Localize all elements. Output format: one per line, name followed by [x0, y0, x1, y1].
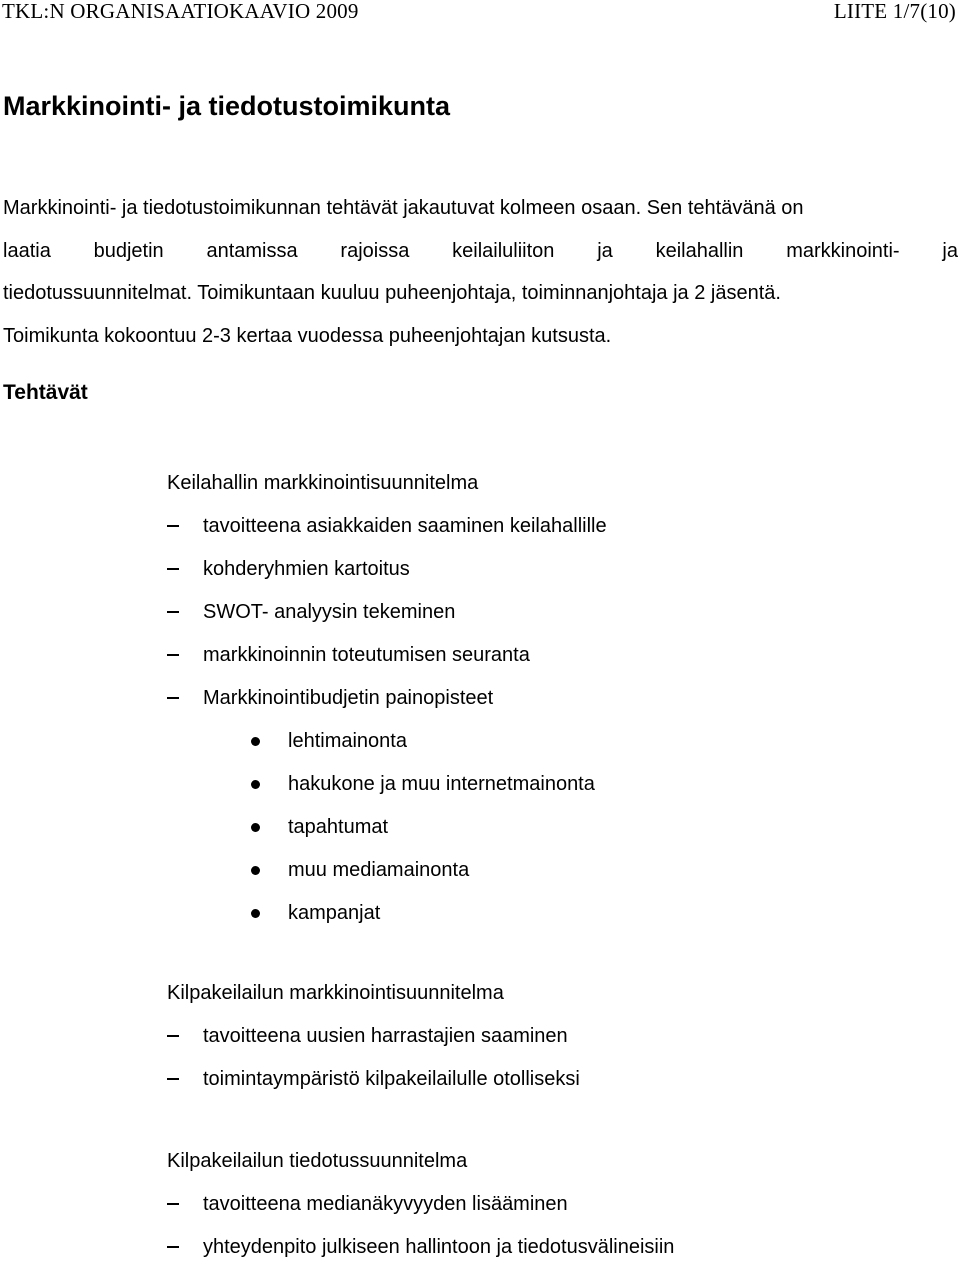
- intro-word: budjetin: [93, 239, 164, 262]
- sub-list-item-text: tapahtumat: [288, 816, 389, 838]
- dash-bullet-icon: [167, 1203, 179, 1205]
- round-bullet-icon: [251, 909, 260, 918]
- intro-line-2: [3, 230, 958, 273]
- list-item-text: tavoitteena medianäkyvyyden lisääminen: [203, 1193, 568, 1215]
- list-item-text: markkinoinnin toteutumisen seuranta: [203, 644, 530, 666]
- page-title: Markkinointi- ja tiedotustoimikunta: [3, 91, 451, 121]
- list-item: [167, 600, 607, 624]
- task-block-heading: Kilpakeilailun tiedotussuunnitelma: [167, 1150, 468, 1172]
- page-header: [0, 0, 960, 24]
- list-item-text: tavoitteena asiakkaiden saaminen keilahallille: [203, 515, 607, 537]
- sub-list-item: [167, 729, 607, 753]
- list-item: [167, 686, 607, 710]
- list-item: [167, 1024, 580, 1048]
- task-block-kilpakeilailu-markkinointi: [167, 981, 580, 1091]
- sub-list-item: [167, 901, 607, 925]
- intro-word: markkinointi-: [786, 239, 900, 262]
- list-item: [167, 1067, 580, 1091]
- dash-bullet-icon: [167, 611, 179, 613]
- intro-word: ja: [597, 239, 613, 262]
- dash-bullet-icon: [167, 697, 179, 699]
- intro-line-1: [3, 187, 958, 230]
- intro-paragraph: [3, 187, 958, 358]
- dash-bullet-icon: [167, 1035, 179, 1037]
- round-bullet-icon: [251, 866, 260, 875]
- intro-line-4: Toimikunta kokoontuu 2-3 kertaa vuodessa puheenjohtajan kutsusta.: [3, 325, 612, 348]
- list-item-text: tavoitteena uusien harrastajien saaminen: [203, 1025, 568, 1047]
- list-item-text: yhteydenpito julkiseen hallintoon ja tiedotusvälineisiin: [203, 1236, 675, 1258]
- list-item: [167, 1192, 674, 1216]
- task-block-keilahalli: [167, 471, 607, 925]
- round-bullet-icon: [251, 823, 260, 832]
- sub-list-item-text: kampanjat: [288, 902, 381, 924]
- sub-list-item-text: lehtimainonta: [288, 730, 407, 752]
- dash-bullet-icon: [167, 525, 179, 527]
- list-item-text: SWOT- analyysin tekeminen: [203, 601, 456, 623]
- sub-list-item: [167, 772, 607, 796]
- sub-list-item: [167, 858, 607, 882]
- round-bullet-icon: [251, 780, 260, 789]
- intro-line-3: tiedotussuunnitelmat. Toimikuntaan kuuluu puheenjohtaja, toiminnanjohtaja ja 2 jäsentä.: [3, 282, 781, 305]
- sub-list-item-text: muu mediamainonta: [288, 859, 470, 881]
- header-page-reference: LIITE 1/7(10): [833, 0, 956, 23]
- task-block-kilpakeilailu-tiedotus: [167, 1149, 674, 1259]
- list-item: [167, 557, 607, 581]
- list-item: [167, 1235, 674, 1259]
- intro-word: keilahallin: [655, 239, 744, 262]
- dash-bullet-icon: [167, 1246, 179, 1248]
- dash-bullet-icon: [167, 654, 179, 656]
- section-heading-tehtavat: Tehtävät: [3, 381, 88, 404]
- header-document-title: TKL:N ORGANISAATIOKAAVIO 2009: [2, 0, 359, 23]
- intro-word: keilailuliiton: [452, 239, 555, 262]
- list-item-text: toimintaympäristö kilpakeilailulle otolliseksi: [203, 1068, 580, 1090]
- task-block-heading: Kilpakeilailun markkinointisuunnitelma: [167, 982, 504, 1004]
- sub-list-item-text: hakukone ja muu internetmainonta: [288, 773, 595, 795]
- intro-word: ja: [942, 239, 958, 262]
- round-bullet-icon: [251, 737, 260, 746]
- dash-bullet-icon: [167, 568, 179, 570]
- list-item: [167, 643, 607, 667]
- task-block-heading: Keilahallin markkinointisuunnitelma: [167, 472, 479, 494]
- sub-list-item: [167, 815, 607, 839]
- list-item-text: Markkinointibudjetin painopisteet: [203, 687, 494, 709]
- intro-word: antamissa: [206, 239, 298, 262]
- intro-line-1-text: Markkinointi- ja tiedotustoimikunnan tehtävät jakautuvat kolmeen osaan. Sen tehtävänä on: [3, 197, 804, 219]
- dash-bullet-icon: [167, 1078, 179, 1080]
- intro-word: laatia: [3, 239, 51, 262]
- list-item-text: kohderyhmien kartoitus: [203, 558, 410, 580]
- intro-word: rajoissa: [340, 239, 410, 262]
- list-item: [167, 514, 607, 538]
